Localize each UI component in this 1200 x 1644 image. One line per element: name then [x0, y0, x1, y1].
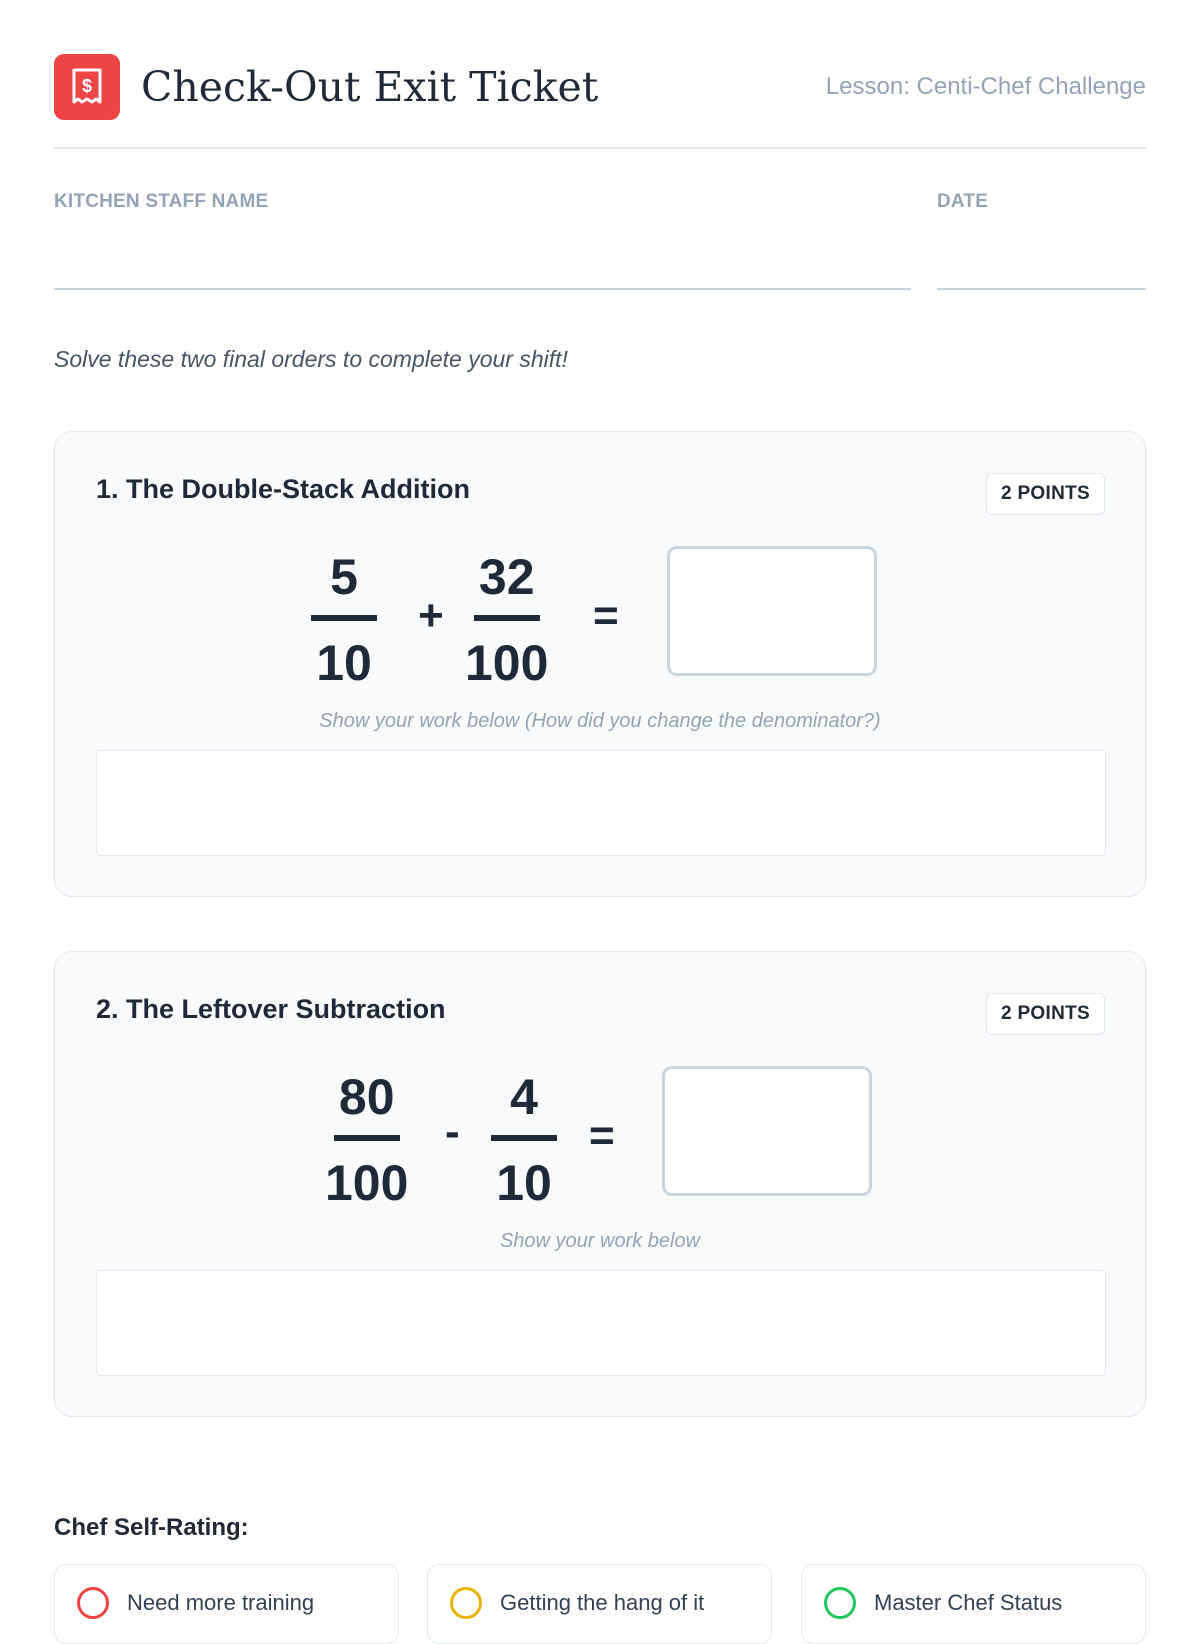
work-area[interactable]	[96, 1270, 1106, 1376]
neutral-face-icon	[450, 1587, 482, 1619]
rating-option-label: Getting the hang of it	[500, 1590, 705, 1615]
rating-option-label: Master Chef Status	[874, 1590, 1063, 1615]
svg-text:$: $	[81, 76, 93, 96]
name-field[interactable]	[54, 288, 911, 290]
fraction-denominator: 100	[325, 1155, 409, 1211]
fraction-bar	[491, 1135, 557, 1141]
equals-sign: =	[593, 591, 619, 640]
fraction-denominator: 10	[496, 1155, 552, 1211]
problem-title: 1. The Double-Stack Addition	[96, 474, 471, 504]
instruction-text: Solve these two final orders to complete your shift!	[54, 346, 568, 372]
page-header	[54, 54, 1146, 120]
exit-ticket-page	[54, 0, 1146, 1615]
work-prompt: Show your work below	[499, 1230, 701, 1252]
problem-card-2	[54, 951, 1146, 1417]
lesson-label: Lesson: Centi-Chef Challenge	[825, 73, 1146, 100]
header-divider	[54, 147, 1146, 149]
page-title: Check-Out Exit Ticket	[141, 63, 599, 111]
problem-card-1	[54, 431, 1146, 897]
rating-option-need-training[interactable]	[54, 1564, 399, 1644]
answer-box[interactable]	[662, 1066, 872, 1196]
self-rating-title: Chef Self-Rating:	[54, 1514, 249, 1541]
problem-title: 2. The Leftover Subtraction	[96, 994, 446, 1024]
fraction-left	[325, 1069, 408, 1211]
fraction-numerator: 5	[330, 549, 358, 605]
fraction-numerator: 4	[510, 1069, 538, 1125]
happy-face-icon	[824, 1587, 856, 1619]
fraction-right	[465, 549, 548, 691]
name-field-label: KITCHEN STAFF NAME	[54, 191, 269, 212]
date-field-label: DATE	[937, 191, 989, 212]
equals-sign: =	[589, 1111, 615, 1160]
fraction-left	[311, 549, 377, 691]
fraction-numerator: 32	[478, 549, 535, 605]
points-badge: 2 POINTS	[986, 473, 1105, 515]
fraction-bar	[311, 615, 377, 621]
date-field[interactable]	[937, 288, 1146, 290]
fraction-right	[491, 1069, 557, 1211]
fraction-denominator: 10	[316, 635, 372, 691]
rating-option-master-chef[interactable]	[801, 1564, 1146, 1644]
rating-option-label: Need more training	[127, 1590, 315, 1615]
fraction-denominator: 100	[465, 635, 549, 691]
work-area[interactable]	[96, 750, 1106, 856]
answer-box[interactable]	[667, 546, 877, 676]
operator-sign: +	[418, 591, 444, 640]
work-prompt: Show your work below (How did you change the denominator?)	[319, 710, 881, 732]
points-badge: 2 POINTS	[986, 993, 1105, 1035]
fraction-bar	[474, 615, 540, 621]
sad-face-icon	[77, 1587, 109, 1619]
receipt-dollar-icon	[54, 54, 120, 120]
operator-sign: -	[445, 1107, 460, 1156]
rating-option-getting-hang[interactable]	[427, 1564, 772, 1644]
fraction-bar	[334, 1135, 400, 1141]
fraction-numerator: 80	[338, 1069, 395, 1125]
